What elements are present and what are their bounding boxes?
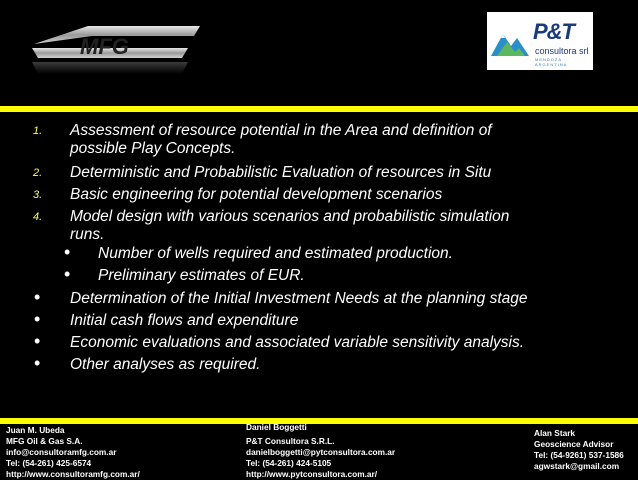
- pt-consultora-logo: [487, 12, 593, 70]
- slide-content: [0, 118, 638, 414]
- list-item: Preliminary estimates of EUR.: [98, 267, 305, 284]
- pt-logo-name: consultora srl: [535, 46, 589, 56]
- bullet-marker: •: [64, 264, 71, 284]
- bullet-marker: •: [34, 331, 41, 351]
- footer-contact-advisor: [534, 428, 624, 472]
- header: [0, 0, 638, 106]
- list-item: Initial cash flows and expenditure: [70, 312, 299, 329]
- list-marker: 4.: [33, 211, 43, 223]
- list-item: Number of wells required and estimated production.: [98, 245, 453, 262]
- list-item: Deterministic and Probabilistic Evaluation of resources in Situ: [70, 164, 492, 181]
- top-divider: [0, 106, 638, 112]
- contact-phone: Tel: (54-261) 424-5105: [246, 458, 332, 468]
- contact-website[interactable]: http://www.pytconsultora.com.ar/: [246, 469, 378, 479]
- bullet-marker: •: [64, 242, 71, 262]
- footer: [0, 424, 638, 478]
- footer-contact-mfg: [6, 425, 140, 480]
- contact-company: MFG Oil & Gas S.A.: [6, 436, 83, 446]
- contact-company: P&T Consultora S.R.L.: [246, 436, 335, 446]
- contact-name: Daniel Boggetti: [246, 422, 307, 432]
- svg-text:.: .: [198, 31, 199, 35]
- contact-name: Juan M. Ubeda: [6, 425, 65, 435]
- pt-logo-mark: P&T: [533, 19, 574, 44]
- contact-website[interactable]: http://www.consultoramfg.com.ar/: [6, 469, 140, 479]
- footer-contact-pt: [246, 422, 395, 480]
- contact-email[interactable]: danielboggetti@pytconsultora.com.ar: [246, 447, 396, 457]
- list-item: Economic evaluations and associated variable sensitivity analysis.: [70, 334, 525, 351]
- bullet-marker: •: [34, 287, 41, 307]
- list-item: Model design with various scenarios and probabilistic simulation runs.: [70, 208, 510, 243]
- contact-title: Geoscience Advisor: [534, 439, 614, 449]
- list-marker: 2.: [33, 167, 43, 179]
- list-item: Assessment of resource potential in the Area and definition of possible Play Concepts.: [70, 122, 492, 157]
- list-item: Basic engineering for potential development scenarios: [70, 186, 443, 203]
- list-marker: 3.: [33, 189, 43, 201]
- contact-phone: Tel: (54-9261) 537-1586: [534, 450, 624, 460]
- contact-phone: Tel: (54-261) 425-6574: [6, 458, 92, 468]
- bullet-marker: •: [34, 309, 41, 329]
- bullet-marker: •: [34, 353, 41, 373]
- contact-email[interactable]: agwstark@gmail.com: [534, 461, 620, 471]
- svg-text:MFG: MFG: [80, 34, 129, 59]
- mfg-logo: [28, 14, 204, 84]
- list-item: Determination of the Initial Investment Needs at the planning stage: [70, 290, 528, 307]
- pt-logo-tagline: MENDOZA · ARGENTINA: [535, 57, 568, 67]
- contact-email[interactable]: info@consultoramfg.com.ar: [6, 447, 117, 457]
- list-item: Other analyses as required.: [70, 356, 261, 373]
- list-marker: 1.: [33, 125, 43, 137]
- contact-name: Alan Stark: [534, 428, 576, 438]
